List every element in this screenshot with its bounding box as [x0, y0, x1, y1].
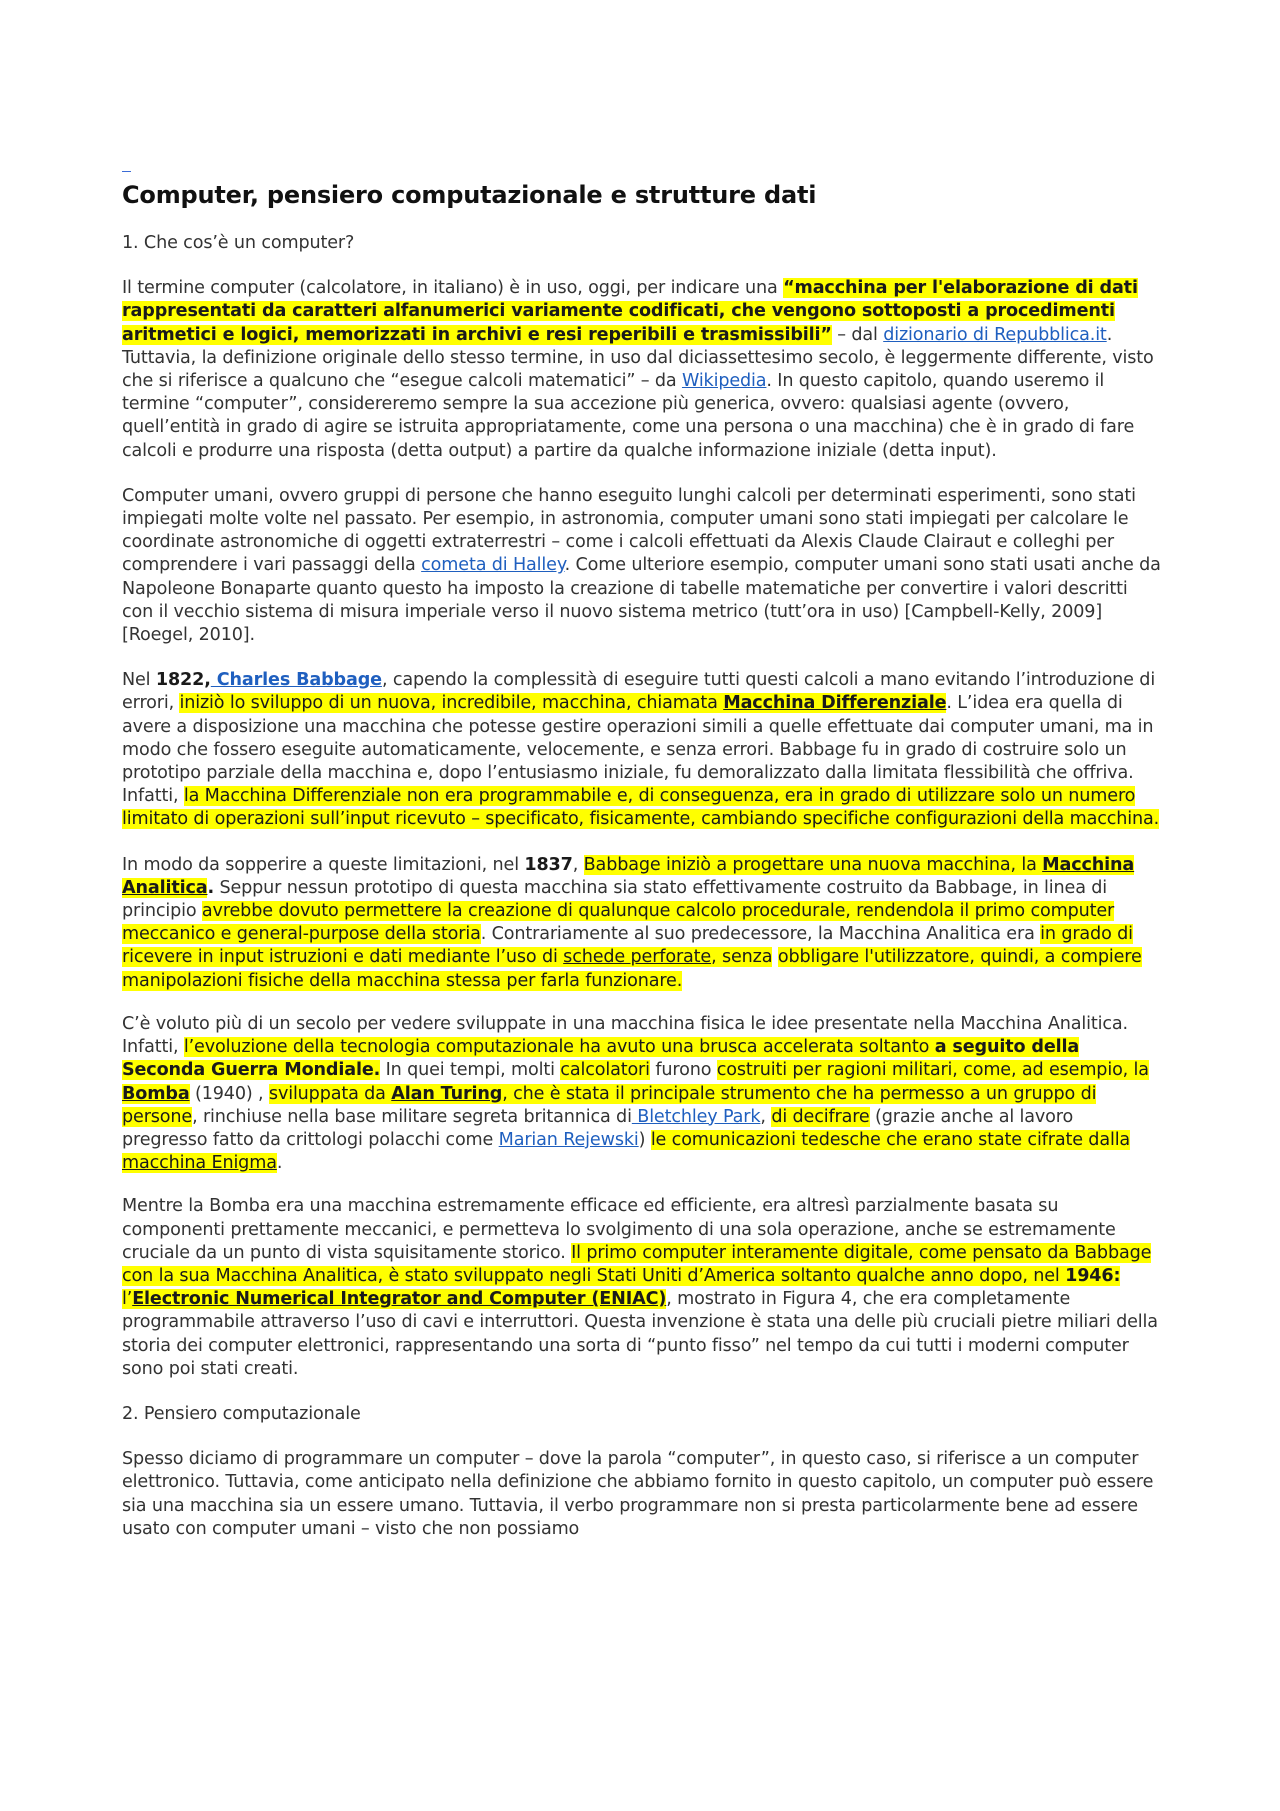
text: Seppur nessun prototipo di questa macchina sia stato effettivamente costruito da Babbage, in linea di principio [122, 877, 1108, 922]
text: , [760, 1106, 772, 1127]
text: , mostrato in Figura 4, che era completamente programmabile attraverso l’uso di cavi e interruttori. Questa invenzione è stata una delle più cruciali pietre miliari della storia dei computer elettronici, rappresentando una sorta di “punto fisso” nel tempo da cui tutti i moderni computer sono poi stati creati. [122, 1289, 1158, 1379]
link-dizionario-repubblica[interactable]: dizionario di Repubblica.it [883, 324, 1107, 345]
highlight: Babbage iniziò a progettare una nuova macchina, la [583, 854, 1043, 875]
highlight: avrebbe dovuto permettere la creazione di qualunque calcolo procedurale, rendendola il primo computer meccanico e general-purpose della storia [122, 901, 1115, 945]
section-heading-1: 1. Che cos’è un computer? [122, 233, 355, 253]
link-charles-babbage[interactable]: Charles Babbage [210, 670, 382, 691]
paragraph-6 [122, 1195, 1162, 1381]
link-bletchley-park[interactable]: Bletchley Park [631, 1106, 761, 1127]
highlight: costruiti per ragioni militari, come, ad esempio, la [716, 1060, 1149, 1081]
highlight: Il primo computer interamente digitale, come pensato da Babbage con la sua Macchina Analitica, è stato sviluppato negli Stati Uniti d’America soltanto qualche anno dopo, nel [122, 1242, 1152, 1286]
text: Computer umani, ovvero gruppi di persone che hanno eseguito lunghi calcoli per determinati esperimenti, sono stati impiegati molte volte nel passato. Per esempio, in astronomia, computer umani sono stati impiegati per calcolare le coordinate astronomiche di oggetti extraterrestri – come i calcoli effettuati da Alexis Claude Clairaut e colleghi per comprendere i vari passaggi della [122, 485, 1136, 576]
section-heading-2: 2. Pensiero computazionale [122, 1403, 361, 1424]
text: ) [638, 1129, 651, 1150]
text: , [572, 854, 584, 875]
text: – dal [831, 324, 884, 345]
highlight: di decifrare [771, 1106, 870, 1127]
link-macchina-analitica[interactable]: Macchina Analitica [122, 854, 1135, 898]
text: (1940) , [189, 1083, 269, 1104]
highlight: l’evoluzione della tecnologia computazionale ha avuto una brusca accelerata soltanto [183, 1037, 935, 1058]
text: , rinchiuse nella base militare segreta britannica di [192, 1106, 632, 1127]
text: , capendo la complessità di eseguire tutti questi calcoli a mano evitando l’introduzione di errori, [122, 670, 1156, 714]
text: . Come ulteriore esempio, computer umani sono stati usati anche da Napoleone Bonaparte quanto questo ha imposto la creazione di tabelle matematiche per convertire i valori descritti con il vecchio sistema di misura imperiale verso il nuovo sistema metrico (tutt’ora in uso) [Campbell-Kelly, 2009] [Roegel, 2010]. [122, 555, 1161, 646]
text: . Tuttavia, la definizione originale dello stesso termine, in uso dal diciassettesimo secolo, è leggermente differente, visto che si riferisce a qualcuno che “esegue calcoli matematici” – da [122, 324, 1154, 392]
link-cometa-halley[interactable]: cometa di Halley [421, 555, 565, 576]
document-body [122, 160, 1162, 1541]
highlight: , senza [711, 947, 773, 968]
text: In quei tempi, molti [380, 1060, 561, 1081]
highlight: la Macchina Differenziale non era programmabile e, di conseguenza, era in grado di utilizzare solo un numero limitato di operazioni sull’input ricevuto – specificato, fisicamente, cambiando specifiche configurazioni della macchina. [122, 786, 1160, 830]
year-1837: 1837 [524, 854, 573, 875]
text: , [204, 670, 211, 691]
paragraph-1 [122, 277, 1162, 463]
paragraph-7: Spesso diciamo di programmare un computer – dove la parola “computer”, in questo caso, si riferisce a un computer elettronico. Tuttavia, come anticipato nella definizione che abbiamo fornito in questo capitolo, un computer può essere sia una macchina sia un essere umano. Tuttavia, il verbo programmare non si presta particolarmente bene ad essere usato con computer umani – visto che non possiamo [122, 1449, 1154, 1539]
highlight: l’ [122, 1289, 133, 1310]
highlight: sviluppata da [268, 1083, 392, 1104]
highlight: iniziò lo sviluppo di un nuova, incredibile, macchina, chiamata [179, 693, 724, 714]
highlight: calcolatori [560, 1060, 650, 1081]
link-eniac[interactable]: Electronic Numerical Integrator and Computer (ENIAC) [132, 1289, 667, 1310]
highlight: in grado di ricevere in input istruzioni e dati mediante l’uso di [122, 924, 1133, 968]
text: . [373, 1060, 381, 1081]
text: . L’idea era quella di avere a disposizione una macchina che potesse gestire operazioni simili a quelle effettuate dai computer umani, ma in modo che fossero eseguite automaticamente, velocemente, e senza errori. Babbage fu in grado di costruire solo un prototipo parziale della macchina e, dopo l’entusiasmo iniziale, fu demoralizzato dalla limitata flessibilità che offriva. Infatti, [122, 693, 1154, 807]
text: . In questo capitolo, quando useremo il termine “computer”, considereremo sempre la sua accezione più generica, ovvero: qualsiasi agente (ovvero, quell’entità in grado di agire se istruita appropriatamente, come una persona o una macchina) che è in grado di fare calcoli e produrre una risposta (detta output) a partire da qualche informazione iniziale (detta input). [122, 371, 1135, 461]
year-1822: 1822 [155, 670, 205, 691]
highlighted-definition: “macchina per l'elaborazione di dati rappresentati da caratteri alfanumerici variamente codificati, che vengono sottoposti a procedimenti aritmetici e logici, memorizzati in archivi e resi reperibili e trasmissibili” [122, 278, 1138, 345]
text: Mentre la Bomba era una macchina estremamente efficace ed efficiente, era altresì parzialmente basata su componenti prettamente meccanici, e permetteva lo svolgimento di una sola operazione, anche se estremamente cruciale da un punto di vista squisitamente storico. [122, 1196, 1116, 1263]
highlight: obbligare l'utilizzatore, quindi, a compiere manipolazioni fisiche della macchina stessa per farla funzionare. [122, 947, 1142, 991]
link-schede-perforate[interactable]: schede perforate [563, 947, 712, 968]
paragraph-3 [122, 669, 1162, 831]
link-marian-rejewski[interactable]: Marian Rejewski [498, 1129, 639, 1150]
paragraph-2 [122, 485, 1162, 647]
text: (grazie anche al lavoro pregresso fatto da crittologi polacchi come [122, 1106, 1074, 1150]
link-wikipedia[interactable]: Wikipedia [681, 371, 767, 392]
text: . Contrariamente al suo predecessore, la Macchina Analitica era [480, 924, 1041, 945]
highlight: , che è stata il principale strumento che ha permesso a un gruppo di persone [122, 1083, 1097, 1127]
paragraph-4 [122, 854, 1162, 993]
text: C’è voluto più di un secolo per vedere sviluppate in una macchina fisica le idee presentate nella Macchina Analitica. Infatti, [122, 1013, 1128, 1058]
text: . [276, 1153, 283, 1174]
paragraph-5 [122, 1013, 1162, 1175]
highlight: le comunicazioni tedesche che erano state cifrate dalla [650, 1129, 1131, 1150]
text: Il termine computer (calcolatore, in italiano) è in uso, oggi, per indicare una [122, 278, 784, 299]
text: Nel [122, 670, 156, 691]
page-title: Computer, pensiero computazionale e strutture dati [122, 181, 817, 209]
highlight-bold: a seguito della Seconda Guerra Mondiale [122, 1037, 1080, 1081]
text: In modo da sopperire a queste limitazioni, nel [122, 854, 525, 875]
link-bomba[interactable]: Bomba [122, 1083, 190, 1104]
text: . [207, 877, 215, 898]
link-macchina-enigma[interactable]: macchina Enigma [122, 1153, 277, 1174]
text: furono [649, 1060, 717, 1081]
link-alan-turing[interactable]: Alan Turing [391, 1083, 503, 1104]
year-1946: 1946: [1065, 1265, 1121, 1286]
link-macchina-differenziale[interactable]: Macchina Differenziale [723, 693, 947, 714]
